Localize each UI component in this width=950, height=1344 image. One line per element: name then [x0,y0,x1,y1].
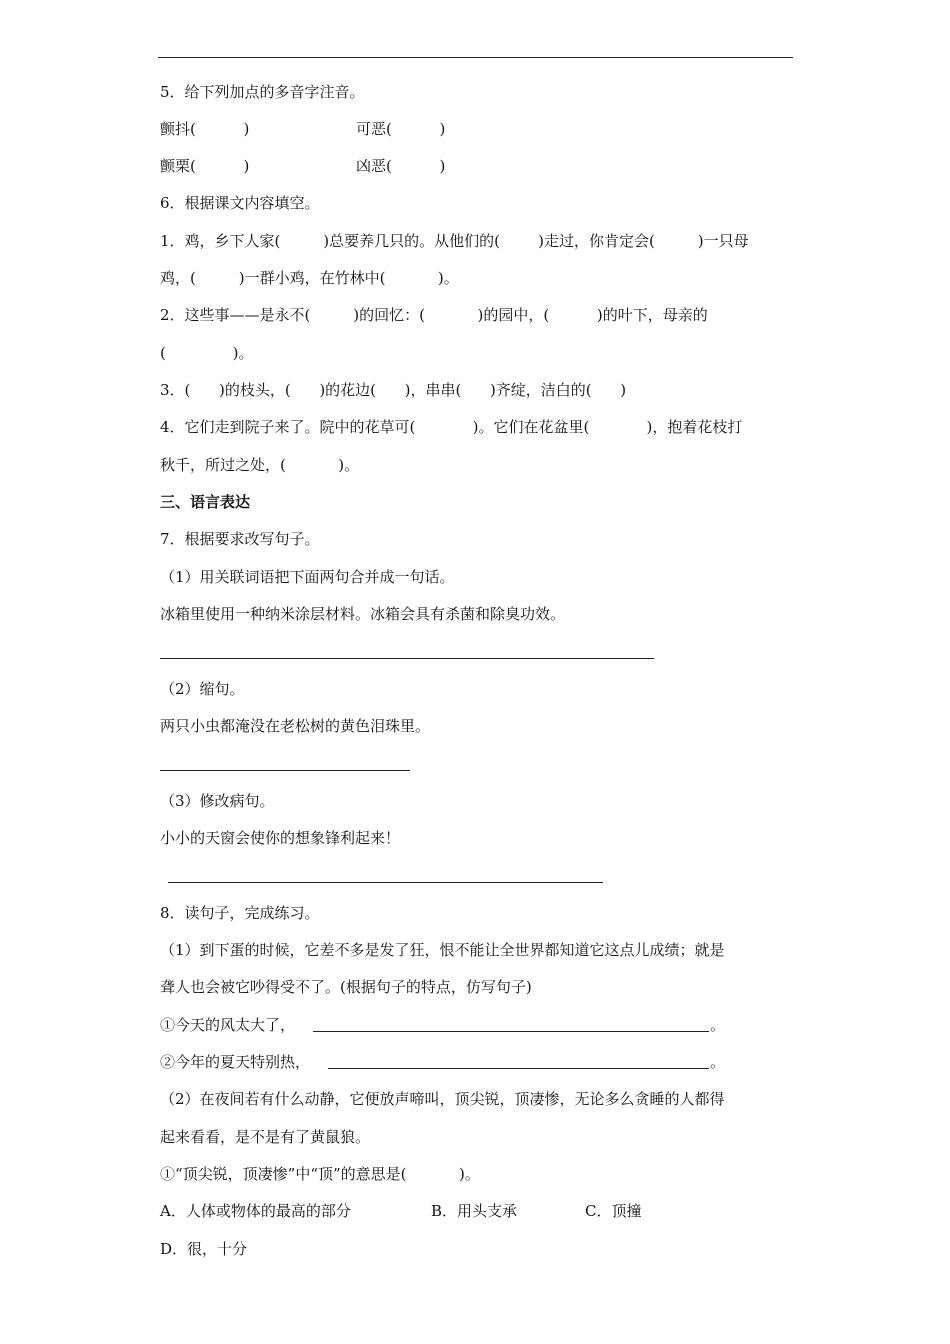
q7-part2-text: 两只小虫都淹没在老松树的黄色泪珠里。 [160,717,431,735]
q6-line-3: 3．( )的枝头，( )的花边( )，串串( )齐绽，洁白的( ) [160,381,627,399]
q8-title: 8．读句子，完成练习。 [160,904,320,922]
answer-line-3[interactable] [168,882,603,883]
q8-imitate-2: ②今年的夏天特别热， [160,1053,311,1071]
q5-item-3: 颤栗( ) [160,157,250,175]
answer-line-5[interactable] [328,1068,709,1069]
header-rule [158,57,793,58]
q7-title: 7．根据要求改写句子。 [160,530,320,548]
answer-line-1[interactable] [160,658,654,659]
option-a[interactable]: A．人体或物体的最高的部分 [160,1202,351,1220]
q5-item-1: 颤抖( ) [160,120,250,138]
q5-title: 5．给下列加点的多音字注音。 [160,83,365,101]
q8-part1-a: （1）到下蛋的时候，它差不多是发了狂，恨不能让全世界都知道它这点儿成绩；就是 [160,941,725,959]
option-b[interactable]: B．用头支承 [431,1202,518,1220]
q6-line-1a: 1．鸡，乡下人家( )总要养几只的。从他们的( )走过，你肯定会( )一只母 [160,232,749,250]
q6-title: 6．根据课文内容填空。 [160,194,320,212]
period-2: 。 [710,1053,726,1071]
q8-part2-a: （2）在夜间若有什么动静，它便放声啼叫，顶尖锐，顶凄惨，无论多么贪睡的人都得 [160,1090,725,1108]
q8-part2-b: 起来看看，是不是有了黄鼠狼。 [160,1128,371,1146]
answer-line-2[interactable] [160,770,410,771]
q7-part1-text: 冰箱里使用一种纳米涂层材料。冰箱会具有杀菌和除臭功效。 [160,605,566,623]
q8-imitate-1: ①今天的风太大了， [160,1016,296,1034]
option-c[interactable]: C．顶撞 [585,1202,642,1220]
option-d[interactable]: D．很，十分 [160,1240,248,1258]
q7-part3-text: 小小的天窗会使你的想象锋利起来！ [160,829,401,847]
q5-item-2: 可恶( ) [356,120,446,138]
q6-line-1b: 鸡，( )一群小鸡，在竹林中( )。 [160,269,459,287]
q7-part2-label: （2）缩句。 [160,680,245,698]
q8-part1-b: 聋人也会被它吵得受不了。(根据句子的特点，仿写句子) [160,978,532,996]
q7-part3-label: （3）修改病句。 [160,792,275,810]
period-1: 。 [710,1016,726,1034]
q6-line-4b: 秋千，所过之处，( )。 [160,456,360,474]
q8-part2-question: ①“顶尖锐，顶凄惨”中“顶”的意思是( )。 [160,1165,480,1183]
answer-line-4[interactable] [313,1031,709,1032]
q6-line-2a: 2．这些事——是永不( )的回忆：( )的园中，( )的叶下，母亲的 [160,306,708,324]
q7-part1-label: （1）用关联词语把下面两句合并成一句话。 [160,568,455,586]
q6-line-4a: 4．它们走到院子来了。院中的花草可( )。它们在花盆里( )，抱着花枝打 [160,418,743,436]
section-title: 三、语言表达 [160,493,251,511]
q5-item-4: 凶恶( ) [356,157,446,175]
q6-line-2b: ( )。 [160,344,254,362]
